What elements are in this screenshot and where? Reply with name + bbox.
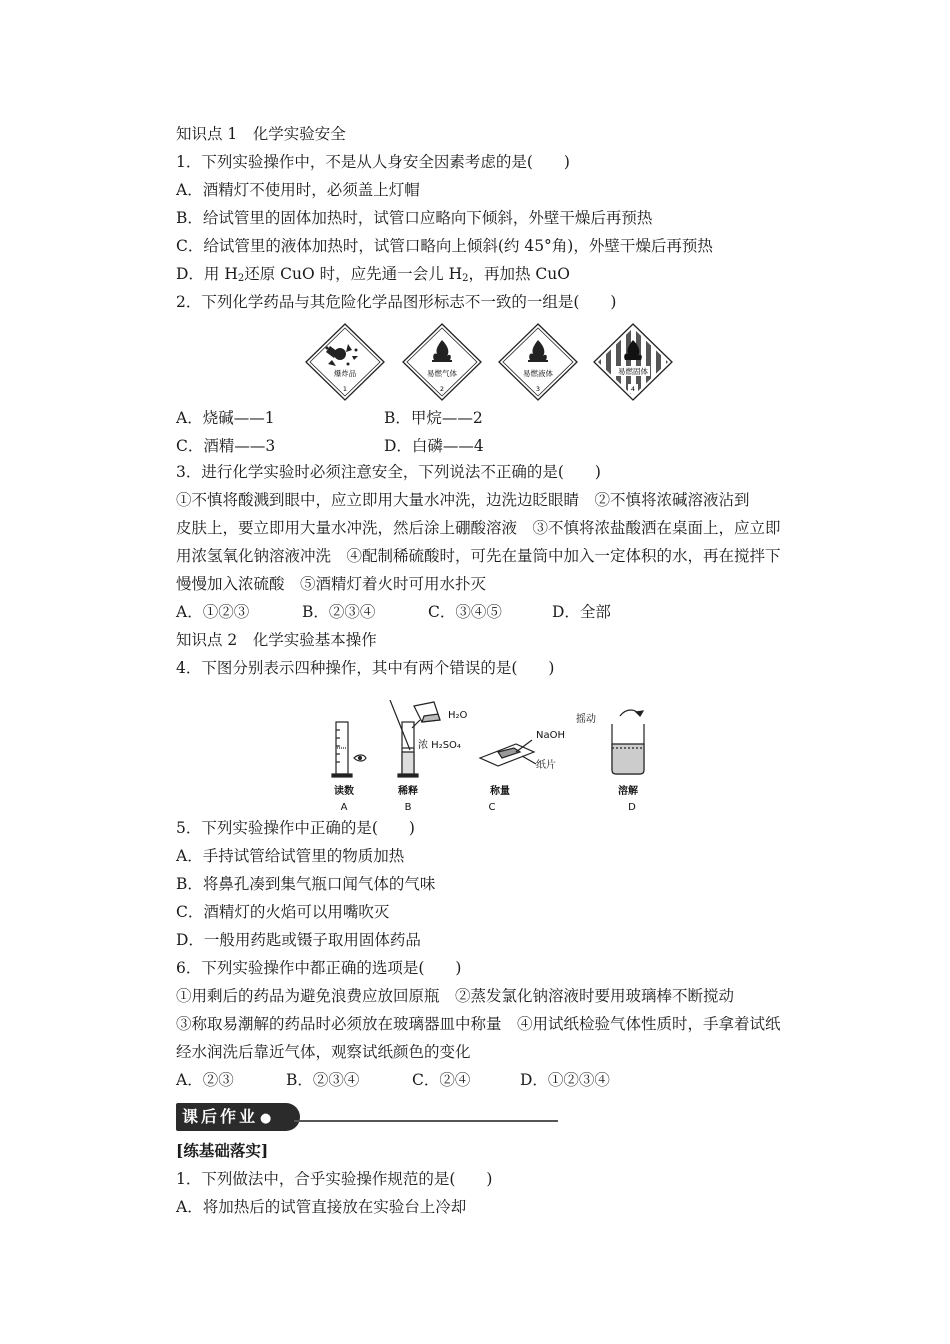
homework-banner-label — [176, 1103, 300, 1131]
hazard-label-2: 易燃气体 — [427, 369, 457, 378]
q1-d-sub-2: 2 — [462, 273, 469, 284]
q1-d-sub-1: 2 — [237, 273, 245, 284]
op-label-b: 稀释 — [398, 786, 418, 797]
q2-option-a: A．烧碱——1 — [176, 409, 275, 427]
q3-option-c: C．③④⑤ — [428, 603, 502, 621]
q1-d-text-2: 还原 CuO 时，应先通一会儿 H — [244, 265, 463, 283]
homework-banner — [176, 1103, 558, 1133]
q5-option-a: A．手持试管给试管里的物质加热 — [176, 847, 405, 865]
q6-option-b: B．②③④ — [286, 1071, 360, 1089]
lab-operations-figure — [330, 700, 670, 820]
flammable-solid-sign-icon — [594, 322, 672, 402]
q6-body-line-3: 经水润洗后靠近气体，观察试纸颜色的变化 — [176, 1043, 471, 1061]
q2-stem: 2．下列化学药品与其危险化学品图形标志不一致的一组是( ) — [176, 293, 617, 311]
q3-body-line-3: 用浓氢氧化钠溶液冲洗 ④配制稀硫酸时，可先在量筒中加入一定体积的水，再在搅拌下 — [176, 547, 781, 565]
op-letter-d: D — [628, 802, 636, 813]
label-paper: 纸片 — [536, 760, 556, 771]
q1-stem: 1．下列实验操作中，不是从人身安全因素考虑的是( ) — [176, 153, 570, 171]
bullet-icon: ● — [260, 1111, 275, 1126]
q6-stem: 6．下列实验操作中都正确的选项是( ) — [176, 959, 462, 977]
hazard-symbols-figure — [300, 322, 680, 402]
label-shake: 摇动 — [576, 714, 596, 725]
q4-stem: 4．下图分别表示四种操作，其中有两个错误的是( ) — [176, 659, 555, 677]
q3-body-line-2: 皮肤上，要立即用大量水冲洗，然后涂上硼酸溶液 ③不慎将浓盐酸洒在桌面上，应立即 — [176, 519, 781, 537]
q2-option-b: B．甲烷——2 — [384, 409, 483, 427]
label-naoh: NaOH — [536, 730, 565, 741]
beaker-icon — [612, 710, 644, 774]
q3-option-b: B．②③④ — [302, 603, 376, 621]
q2-option-d: D．白磷——4 — [384, 437, 484, 455]
q6-option-a: A．②③ — [176, 1071, 234, 1089]
hw-q1-stem: 1．下列做法中，合乎实验操作规范的是( ) — [176, 1170, 493, 1188]
q1-option-b: B．给试管里的固体加热时，试管口应略向下倾斜，外壁干燥后再预热 — [176, 209, 653, 227]
op-letter-a: A — [340, 802, 348, 813]
q1-option-d — [176, 264, 570, 289]
flammable-liquid-sign-icon — [499, 324, 577, 400]
q3-stem: 3．进行化学实验时必须注意安全，下列说法不正确的是( ) — [176, 463, 601, 481]
q3-option-a: A．①②③ — [176, 603, 250, 621]
q5-option-b: B．将鼻孔凑到集气瓶口闻气体的气味 — [176, 875, 436, 893]
hw-q1-option-a: A．将加热后的试管直接放在实验台上冷却 — [176, 1198, 467, 1216]
hazard-number-2: 2 — [439, 385, 445, 393]
eye-icon — [354, 755, 366, 761]
hazard-label-3: 易燃液体 — [523, 369, 553, 378]
q1-option-c: C．给试管里的液体加热时，试管口略向上倾斜(约 45°角)，外壁干燥后再预热 — [176, 237, 713, 255]
explosive-sign-icon — [306, 324, 384, 400]
hazard-number-4: 4 — [630, 385, 636, 393]
op-label-c: 称量 — [490, 786, 510, 797]
q3-option-d: D．全部 — [552, 603, 611, 621]
q2-option-c: C．酒精——3 — [176, 437, 276, 455]
banner-rule — [294, 1120, 558, 1122]
homework-banner-text: 课后作业 — [182, 1107, 259, 1126]
label-conc-h2so4: 浓 H₂SO₄ — [418, 740, 461, 751]
homework-subhead: [练基础落实] — [176, 1141, 269, 1160]
hazard-label-4: 易燃固体 — [618, 367, 648, 376]
dilution-cylinder-icon — [390, 700, 440, 777]
op-letter-c: C — [488, 802, 496, 813]
flammable-gas-sign-icon — [403, 324, 481, 400]
q1-option-a: A．酒精灯不使用时，必须盖上灯帽 — [176, 181, 420, 199]
section-heading-2: 知识点 2 化学实验基本操作 — [176, 631, 377, 649]
q1-d-text-3: ，再加热 CuO — [468, 265, 570, 283]
q5-option-c: C．酒精灯的火焰可以用嘴吹灭 — [176, 903, 390, 921]
q3-body-line-4: 慢慢加入浓硫酸 ⑤酒精灯着火时可用水扑灭 — [176, 575, 487, 593]
q6-option-d: D．①②③④ — [520, 1071, 610, 1089]
q6-body-line-1: ①用剩后的药品为避免浪费应放回原瓶 ②蒸发氯化钠溶液时要用玻璃棒不断搅动 — [176, 987, 735, 1005]
q5-option-d: D．一般用药匙或镊子取用固体药品 — [176, 931, 421, 949]
op-label-d: 溶解 — [618, 786, 638, 797]
op-label-a: 读数 — [334, 786, 354, 797]
hazard-label-1: 爆炸品 — [333, 369, 357, 378]
q3-body-line-1: ①不慎将酸溅到眼中，应立即用大量水冲洗，边洗边眨眼睛 ②不慎将浓碱溶液沾到 — [176, 491, 750, 509]
q6-body-line-2: ③称取易潮解的药品时必须放在玻璃器皿中称量 ④用试纸检验气体性质时，手拿着试纸 — [176, 1015, 781, 1033]
q6-option-c: C．②④ — [412, 1071, 471, 1089]
hazard-number-1: 1 — [342, 385, 348, 393]
op-letter-b: B — [404, 802, 412, 813]
graduated-cylinder-icon — [332, 722, 352, 777]
q5-stem: 5．下列实验操作中正确的是( ) — [176, 819, 415, 837]
section-heading-1: 知识点 1 化学实验安全 — [176, 125, 346, 143]
q1-d-text-1: D．用 H — [176, 265, 238, 283]
hazard-number-3: 3 — [535, 385, 541, 393]
weighing-paper-icon — [480, 740, 536, 766]
label-h2o: H₂O — [448, 710, 468, 721]
